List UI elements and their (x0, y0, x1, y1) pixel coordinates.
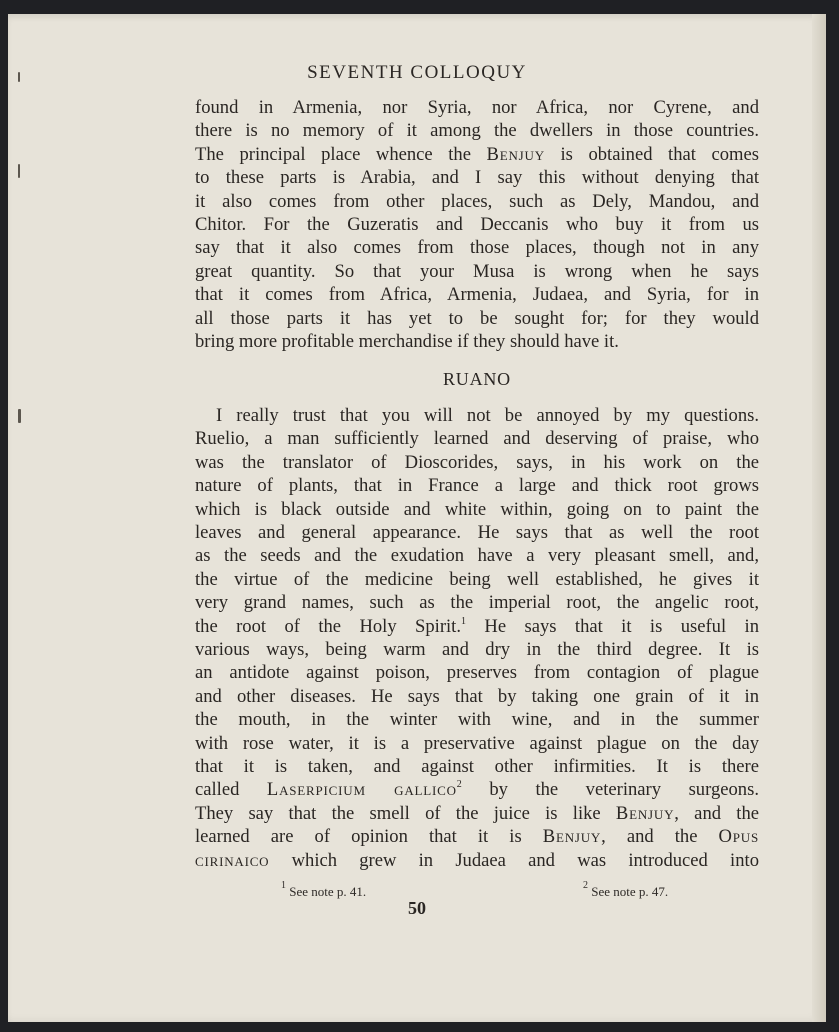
text-line: Chitor. For the Guzeratis and Deccanis who buy it from us (195, 214, 759, 236)
page-number: 50 (408, 898, 426, 918)
text-line: that it comes from Africa, Armenia, Judaea, and Syria, for in (195, 284, 759, 306)
text-line: bring more profitable merchandise if they should have it. (195, 331, 619, 353)
term-benjuy: Benjuy (486, 143, 545, 165)
text-line: there is no memory of it among the dwellers in those countries. (195, 120, 759, 142)
text-line: that it is taken, and against other infirmities. It is there (195, 755, 759, 777)
text-line: and other diseases. He says that by taking one grain of it in (195, 685, 759, 707)
margin-speck (18, 164, 20, 178)
text-line: great quantity. So that your Musa is wrong when he says (195, 260, 759, 282)
text-line: cirinaico which grew in Judaea and was introduced into (195, 849, 759, 871)
text-line: Ruelio, a man sufficiently learned and deserving of praise, who (195, 428, 759, 450)
page-edge-shadow (812, 14, 826, 1022)
text-line: which is black outside and white within, going on to paint the (195, 498, 759, 520)
term-benjuy: Benjuy (615, 802, 675, 824)
text-line: The principal place whence the Benjuy is obtained that comes (195, 143, 759, 165)
footnote-ref: 1 (461, 615, 467, 627)
text-line: leaves and general appearance. He says that as well the root (195, 521, 759, 543)
text-line: found in Armenia, nor Syria, nor Africa, nor Cyrene, and (195, 97, 759, 118)
text-line: learned are of opinion that it is Benjuy, and the Opus (195, 826, 759, 848)
running-header: SEVENTH COLLOQUY (307, 62, 527, 83)
text-line: as the seeds and the exudation have a very pleasant smell, and, (195, 545, 759, 567)
text-line: called Laserpicium gallico$^2$ by the veterinary surgeons. (195, 779, 759, 801)
text-line: the root of the Holy Spirit.$^1$ He says that it is useful in (195, 615, 760, 637)
term-benjuy: Benjuy (542, 826, 602, 848)
text-line: it also comes from other places, such as Dely, Mandou, and (195, 190, 759, 212)
margin-speck (18, 409, 21, 423)
text-line: I really trust that you will not be annoyed by my questions. (216, 404, 759, 426)
footnote: $^1$ See note p. 41. (281, 880, 367, 899)
term-opus: Opus (718, 826, 759, 848)
text-line: say that it also comes from those places, though not in any (195, 237, 759, 259)
text-line: nature of plants, that in France a large and thick root grows (195, 475, 759, 497)
term-cirinaico: cirinaico (195, 849, 270, 871)
text-line: all those parts it has yet to be sought for; for they would (195, 307, 759, 329)
paper-page (8, 14, 826, 1022)
text-line: very grand names, such as the imperial root, the angelic root, (195, 592, 759, 614)
text-line: an antidote against poison, preserves from contagion of plague (195, 662, 759, 684)
footnote-ref: 2 (456, 779, 462, 791)
term-laserpicium: Laserpicium gallico (266, 779, 457, 801)
text-line: They say that the smell of the juice is like Benjuy, and the (195, 802, 759, 824)
text-line: the mouth, in the winter with wine, and in the summer (195, 709, 759, 731)
text-line: with rose water, it is a preservative against plague on the day (195, 732, 759, 754)
text-line: various ways, being warm and dry in the third degree. It is (195, 638, 759, 660)
speaker-name: RUANO (442, 369, 511, 390)
text-line: the virtue of the medicine being well established, he gives it (195, 568, 759, 590)
body-text (195, 96, 759, 872)
text-line: was the translator of Dioscorides, says, in his work on the (195, 451, 759, 473)
margin-speck (18, 72, 20, 82)
footnote: $^2$ See note p. 47. (583, 880, 669, 899)
text-line: to these parts is Arabia, and I say this without denying that (195, 167, 759, 189)
